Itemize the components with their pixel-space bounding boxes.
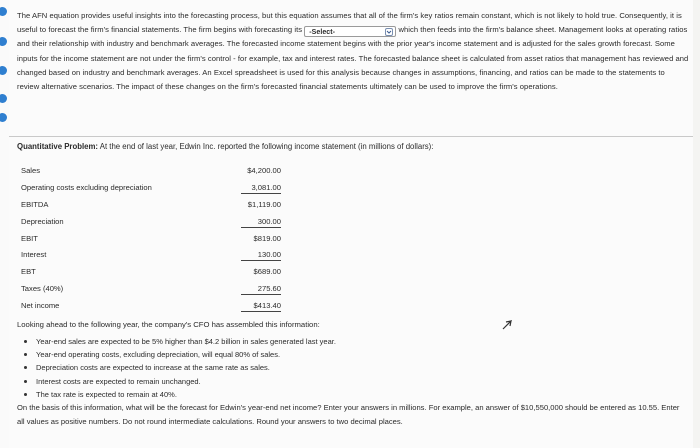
income-row-ebt — [21, 265, 281, 282]
row-value: $4,200.00 — [247, 166, 281, 175]
income-row-interest — [21, 248, 281, 265]
income-row-net-income — [21, 299, 281, 316]
nav-marker-icon[interactable] — [0, 113, 7, 122]
chevron-down-icon[interactable] — [385, 28, 393, 36]
row-label: Taxes (40%) — [21, 284, 64, 294]
income-row-operating-costs — [21, 181, 281, 198]
statement-select-dropdown[interactable] — [304, 26, 396, 37]
income-row-sales — [21, 164, 281, 181]
income-row-ebitda — [21, 198, 281, 215]
row-value: $413.40 — [241, 301, 281, 312]
intro-paragraph — [17, 9, 689, 94]
nav-marker-icon[interactable] — [0, 66, 7, 75]
row-value: $1,119.00 — [247, 199, 281, 209]
row-label: EBT — [21, 267, 36, 277]
row-value: $689.00 — [253, 267, 281, 277]
row-label: Interest — [21, 250, 47, 260]
assumption-text: Depreciation costs are expected to increase at the same rate as sales. — [36, 363, 270, 373]
income-statement-table — [21, 164, 281, 316]
mouse-cursor-icon — [502, 320, 512, 330]
bullet-icon — [24, 353, 27, 356]
problem-heading: Quantitative Problem: — [17, 142, 99, 151]
row-value: 275.60 — [241, 284, 281, 295]
assumption-text: Interest costs are expected to remain unchanged. — [36, 376, 201, 386]
intro-text-end: which then feeds into the firm's balance sheet. Management looks at operating ratios and their relationship with industry and benchmark averages. The forecasted income statement begins with the prior year's income statement and is adjusted for the sales growth forecast. Some inputs for the income statement are not under the firm's control - for example, tax and interest rates. The forecasted balance sheet is calculated from asset ratios that management has reviewed and changed based on industry and benchmark averages. An Excel spreadsheet is used for this analysis because changes in assumptions, financing, and ratios can be made to the statements to review alternative scenarios. The impact of these changes on the firm's forecasted financial statements ultimately can be used to improve the firm's operations. — [17, 25, 689, 92]
bullet-icon — [24, 380, 27, 383]
list-item — [21, 348, 336, 361]
left-margin-strip — [0, 0, 9, 448]
row-label: EBIT — [21, 233, 38, 243]
assumption-text: Year-end operating costs, excluding depreciation, will equal 80% of sales. — [36, 350, 281, 360]
row-value: 3,081.00 — [241, 183, 281, 194]
list-item — [21, 388, 336, 401]
income-row-ebit — [21, 232, 281, 249]
problem-statement — [17, 142, 433, 151]
assumptions-list — [21, 335, 336, 401]
income-row-depreciation — [21, 215, 281, 232]
row-label: EBITDA — [21, 199, 49, 209]
bullet-icon — [24, 366, 27, 369]
row-label: Net income — [21, 301, 60, 311]
problem-text: At the end of last year, Edwin Inc. reported the following income statement (in millions of dollars): — [98, 142, 434, 151]
list-item — [21, 335, 336, 348]
select-value: -Select- — [309, 29, 335, 37]
assumption-text: The tax rate is expected to remain at 40%. — [36, 389, 177, 399]
nav-marker-icon[interactable] — [0, 94, 7, 103]
nav-marker-icon[interactable] — [0, 7, 7, 16]
list-item — [21, 375, 336, 388]
row-value: $819.00 — [253, 233, 281, 243]
assumption-text: Year-end sales are expected to be 5% higher than $4.2 billion in sales generated last year. — [36, 337, 336, 346]
row-label: Depreciation — [21, 216, 64, 226]
income-row-taxes — [21, 282, 281, 299]
row-label: Sales — [21, 166, 40, 175]
bullet-icon — [24, 393, 27, 396]
list-item — [21, 361, 336, 374]
intro-text-start: The AFN equation provides useful insights into the forecasting process, but this equation assumes that all of the firm's key ratios remain constant, which is not likely to hold true. Consequently, it is useful to forecast the firm's financial statements. The firm begins with forecasting its — [17, 11, 682, 35]
question-panel — [9, 0, 693, 448]
question-instructions: On the basis of this information, what will be the forecast for Edwin's year-end net income? Enter your answers in millions. For example, an answer of $10,550,000 should be entered as 10.55. Enter all values as positive numbers. Do not round intermediate calculations. Round your answers to two decimal places. — [17, 403, 680, 426]
section-divider — [9, 136, 693, 137]
row-value: 300.00 — [241, 217, 281, 228]
cfo-intro-text: Looking ahead to the following year, the company's CFO has assembled this information: — [17, 320, 320, 329]
bullet-icon — [24, 340, 27, 343]
row-label: Operating costs excluding depreciation — [21, 182, 152, 192]
row-value: 130.00 — [241, 250, 281, 261]
nav-marker-icon[interactable] — [0, 37, 7, 46]
